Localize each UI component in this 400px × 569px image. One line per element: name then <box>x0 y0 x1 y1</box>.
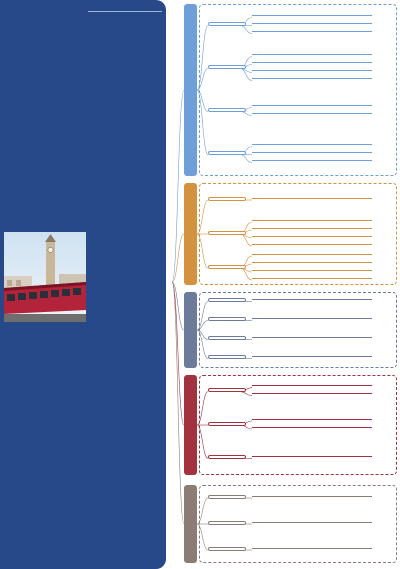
leaf-text <box>252 70 372 71</box>
leaf-text <box>252 299 372 300</box>
section-band <box>184 4 197 176</box>
leaf-text <box>252 318 372 319</box>
leaf-text <box>252 427 372 428</box>
topic-node <box>208 521 246 525</box>
section-band <box>184 485 197 563</box>
topic-node <box>208 495 246 499</box>
leaf-text <box>252 113 372 114</box>
leaf-text <box>252 262 372 263</box>
leaf-text <box>252 548 372 549</box>
section-band <box>184 292 197 368</box>
leaf-text <box>252 254 372 255</box>
topic-node <box>208 388 246 392</box>
leaf-text <box>252 152 372 153</box>
topic-node <box>208 547 246 551</box>
topic-node <box>208 455 246 459</box>
leaf-text <box>252 522 372 523</box>
leaf-text <box>252 31 372 32</box>
leaf-text <box>252 337 372 338</box>
leaf-text <box>252 105 372 106</box>
leaf-text <box>252 23 372 24</box>
leaf-text <box>252 198 372 199</box>
leaf-text <box>252 456 372 457</box>
leaf-text <box>252 144 372 145</box>
leaf-text <box>252 419 372 420</box>
leaf-text <box>252 270 372 271</box>
topic-node <box>208 265 246 269</box>
topic-node <box>208 151 246 155</box>
leaf-text <box>252 244 372 245</box>
connector-line <box>172 282 184 524</box>
leaf-text <box>252 236 372 237</box>
leaf-text <box>252 278 372 279</box>
leaf-text <box>252 15 372 16</box>
topic-node <box>208 336 246 340</box>
leaf-text <box>252 496 372 497</box>
topic-node <box>208 65 246 69</box>
section-band <box>184 375 197 475</box>
topic-node <box>208 108 246 112</box>
leaf-text <box>252 356 372 357</box>
topic-node <box>208 298 246 302</box>
leaf-text <box>252 160 372 161</box>
topic-node <box>208 231 246 235</box>
leaf-text <box>252 220 372 221</box>
leaf-text <box>252 54 372 55</box>
topic-node <box>208 355 246 359</box>
topic-node <box>208 22 246 26</box>
leaf-text <box>252 385 372 386</box>
section-band <box>184 183 197 285</box>
leaf-text <box>252 62 372 63</box>
topic-node <box>208 422 246 426</box>
topic-node <box>208 317 246 321</box>
topic-node <box>208 197 246 201</box>
connector-line <box>172 90 184 282</box>
leaf-text <box>252 78 372 79</box>
leaf-text <box>252 228 372 229</box>
leaf-text <box>252 393 372 394</box>
